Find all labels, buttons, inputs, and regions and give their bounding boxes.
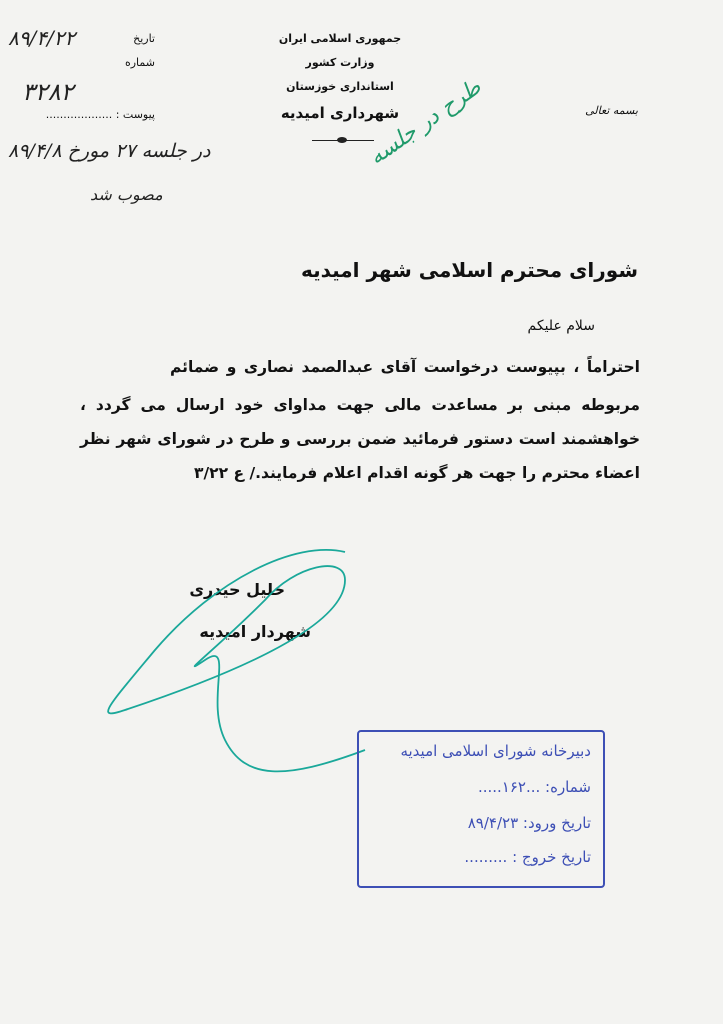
body-line: اعضاء محترم را جهت هر گونه اقدام اعلام فرمایند./ ع ۳/۲۲ [194,464,640,482]
letterhead-ministry: وزارت کشور [305,56,375,69]
handwritten-green-note: طرح در جلسه [364,74,486,171]
letterhead-country: جمهوری اسلامی ایران [278,32,402,45]
stamp-exit-date: تاریخ خروج : ......... [464,848,591,866]
recipient-title: شورای محترم اسلامی شهر امیدیه [300,258,638,282]
salutation: سلام علیکم [527,318,595,334]
number-label: شماره [124,56,155,69]
stamp-number: شماره: ...۱۶۲..... [477,778,591,796]
stamp-title: دبیرخانه شورای اسلامی امیدیه [400,742,591,760]
handwritten-session-note: در جلسه ۲۷ مورخ ۸۹/۴/۸ [8,140,211,162]
date-value: ۸۹/۴/۲۲ [8,26,76,50]
signer-name: خلیل حیدری [189,580,285,599]
body-line: مربوطه مبنی بر مساعدت مالی جهت مداوای خود ارسال می گردد ، [80,396,640,414]
council-secretariat-stamp [357,730,605,888]
letterhead-municipality: شهرداری امیدیه [280,104,400,122]
body-line: احتراماً ، بپیوست درخواست آقای عبدالصمد نصاری و ضمائم [170,358,640,376]
handwritten-approved-note: مصوب شد [90,185,163,204]
attachment-label: پیوست : ................... [45,108,155,121]
number-value: ۳۲۸۲ [22,78,74,106]
signer-title: شهردار امیدیه [199,622,311,641]
handwritten-signature [95,540,385,790]
invocation: بسمه تعالی [585,104,638,117]
body-line: خواهشمند است دستور فرمائید ضمن بررسی و طرح در شورای شهر نظر [80,430,640,448]
letterhead-province: استانداری خوزستان [286,80,394,93]
divider-ornament-icon [337,137,347,143]
date-label: تاریخ [133,32,155,45]
stamp-entry-date: تاریخ ورود: ۸۹/۴/۲۳ [467,814,591,832]
